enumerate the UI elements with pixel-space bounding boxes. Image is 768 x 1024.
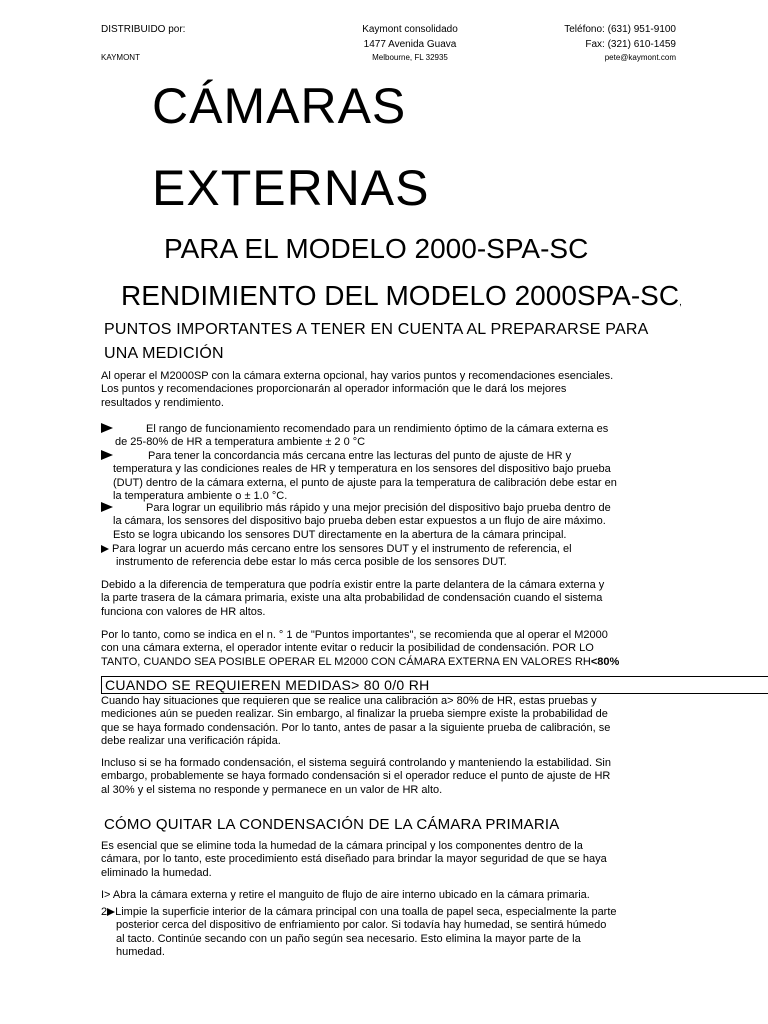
step-continuation: al tacto. Continúe secando con un paño según sea necesario. Esto elimina la mayor parte de la (116, 932, 581, 945)
step-1: I> Abra la cámara externa y retire el manguito de flujo de aire interno ubicado en la cámara primaria. (101, 889, 590, 901)
step-first-line: Limpie la superficie interior de la cámara principal con una toalla de papel seca, especialmente la parte (115, 906, 617, 918)
city-line: Melbourne, FL 32935 (372, 53, 448, 62)
text-line: funciona con valores de HR altos. (101, 605, 266, 618)
bullet-continuation: instrumento de referencia debe estar lo más cerca posible de los sensores DUT. (116, 556, 507, 569)
text-line: cámara, por lo tanto, este procedimiento está diseñado para brindar la mayor seguridad de que se haya (101, 853, 607, 866)
text-line: eliminado la humedad. (101, 866, 212, 879)
phone-number: Teléfono: (631) 951-9100 (564, 24, 676, 35)
step-2-number: 2 (101, 906, 108, 918)
text-line: resultados y rendimiento. (101, 396, 224, 409)
section-points-heading-1: PUNTOS IMPORTANTES A TENER EN CUENTA AL PREPARARSE PARA (104, 321, 649, 338)
text-line: con una cámara externa, el operador intente evitar o reducir la posibilidad de condensación. POR LO (101, 642, 594, 655)
bullet-first-line: Para tener la concordancia más cercana entre las lecturas del punto de ajuste de HR y (148, 450, 572, 462)
step-continuation: posterior cerca del dispositivo de enfriamiento por calor. Si todavía hay humedad, se sentirá húmedo (116, 919, 607, 932)
bullet-continuation: temperatura y las condiciones reales de HR y temperatura en los sensores del dispositivo bajo prueba (113, 463, 611, 476)
step-2 (101, 906, 657, 960)
title-line-1: CÁMARAS (152, 78, 407, 134)
text-line: al 30% y el sistema no responde y permanece en un valor de HR alto. (101, 783, 443, 796)
text-line: Cuando hay situaciones que requieren que se realice una calibración a> 80% de HR, estas pruebas y (101, 695, 597, 707)
email-address: pete@kaymont.com (604, 53, 676, 62)
arrow-bullet-icon (101, 502, 113, 512)
model-subtitle: PARA EL MODELO 2000-SPA-SC (164, 233, 589, 264)
arrow-bullet-icon (107, 908, 115, 916)
bullet-continuation: (DUT) dentro de la cámara externa, el punto de ajuste para la temperatura de calibración debe estar en (113, 476, 617, 489)
performance-subtitle-suffix: , (679, 297, 682, 308)
text-line: embargo, probablemente se haya formado condensación si el operador reduce el punto de ajuste de HR (101, 770, 611, 783)
bullet-continuation: la temperatura ambiente o ± 1.0 °C. (113, 490, 288, 503)
arrow-bullet-icon (101, 450, 113, 460)
company-name: Kaymont consolidado (362, 24, 458, 35)
bullet-first-line: Para lograr un acuerdo más cercano entre los sensores DUT y el instrumento de referencia, el (112, 543, 572, 555)
distributed-by-label: DISTRIBUIDO por: (101, 24, 186, 35)
remove-condensation-heading: CÓMO QUITAR LA CONDENSACIÓN DE LA CÁMARA PRIMARIA (104, 816, 560, 833)
title-line-2: EXTERNAS (152, 160, 430, 216)
bullet-continuation: Esto se logra ubicando los sensores DUT directamente en la abertura de la cámara principal. (113, 528, 567, 541)
high-rh-paragraph-1 (101, 695, 657, 749)
high-rh-heading: CUANDO SE REQUIEREN MEDIDAS> 80 0/0 RH (101, 676, 768, 694)
bullet-item-2 (101, 450, 657, 504)
text-line: que se haya formado condensación. Por lo tanto, antes de pasar a la siguiente prueba de calibración, se (101, 721, 611, 734)
high-rh-paragraph-2 (101, 757, 657, 797)
remove-intro-paragraph (101, 840, 657, 880)
text-line: debe realizar una verificación rápida. (101, 735, 281, 748)
performance-subtitle-text: RENDIMIENTO DEL MODELO 2000SPA-SC (121, 280, 680, 311)
fax-number: Fax: (321) 610-1459 (585, 39, 676, 50)
arrow-bullet-icon (101, 423, 113, 433)
bullet-item-3 (101, 502, 657, 542)
therefore-paragraph (101, 629, 657, 669)
text-line: Es esencial que se elimine toda la humedad de la cámara principal y los componentes dentro de la (101, 840, 583, 852)
text-line: mediciones aún se pueden realizar. Sin embargo, al finalizar la prueba siempre existe la probabilidad de (101, 708, 608, 721)
performance-subtitle (121, 279, 682, 320)
rh-threshold: <80% (590, 655, 620, 668)
condensation-paragraph (101, 579, 657, 619)
bullet-continuation: de 25-80% de HR a temperatura ambiente ± 2 0 °C (115, 436, 366, 449)
section-points-heading-2: UNA MEDICIÓN (104, 345, 224, 362)
text-line: la parte trasera de la cámara primaria, existe una alta probabilidad de condensación cuando el sistema (101, 592, 603, 605)
text-line: Al operar el M2000SP con la cámara externa opcional, hay varios puntos y recomendaciones esenciales. (101, 370, 614, 382)
text-line: Los puntos y recomendaciones proporcionarán al operador información que le dará los mejores (101, 383, 567, 396)
text-line: Debido a la diferencia de temperatura que podría existir entre la parte delantera de la cámara externa y (101, 579, 605, 591)
intro-paragraph (101, 370, 657, 410)
bullet-first-line: El rango de funcionamiento recomendado para un rendimiento óptimo de la cámara externa es (146, 423, 609, 435)
bullet-item-1 (101, 423, 657, 450)
bullet-continuation: la cámara, los sensores del dispositivo bajo prueba deben estar expuestos a un flujo de aire máximo. (113, 515, 606, 528)
bullet-item-4 (101, 543, 657, 570)
company-short-name: KAYMONT (101, 53, 140, 62)
text-line: Por lo tanto, como se indica en el n. ° 1 de "Puntos importantes", se recomienda que al operar el M2000 (101, 629, 608, 641)
arrow-bullet-icon (101, 545, 109, 553)
text-line: TANTO, CUANDO SEA POSIBLE OPERAR EL M2000 CON CÁMARA EXTERNA EN VALORES RH (101, 655, 591, 668)
text-line: Incluso si se ha formado condensación, el sistema seguirá controlando y manteniendo la estabilidad. Sin (101, 757, 611, 769)
bullet-first-line: Para lograr un equilibrio más rápido y una mejor precisión del dispositivo bajo prueba dentro de (146, 502, 611, 514)
address-line: 1477 Avenida Guava (363, 39, 457, 50)
step-continuation: humedad. (116, 946, 165, 959)
